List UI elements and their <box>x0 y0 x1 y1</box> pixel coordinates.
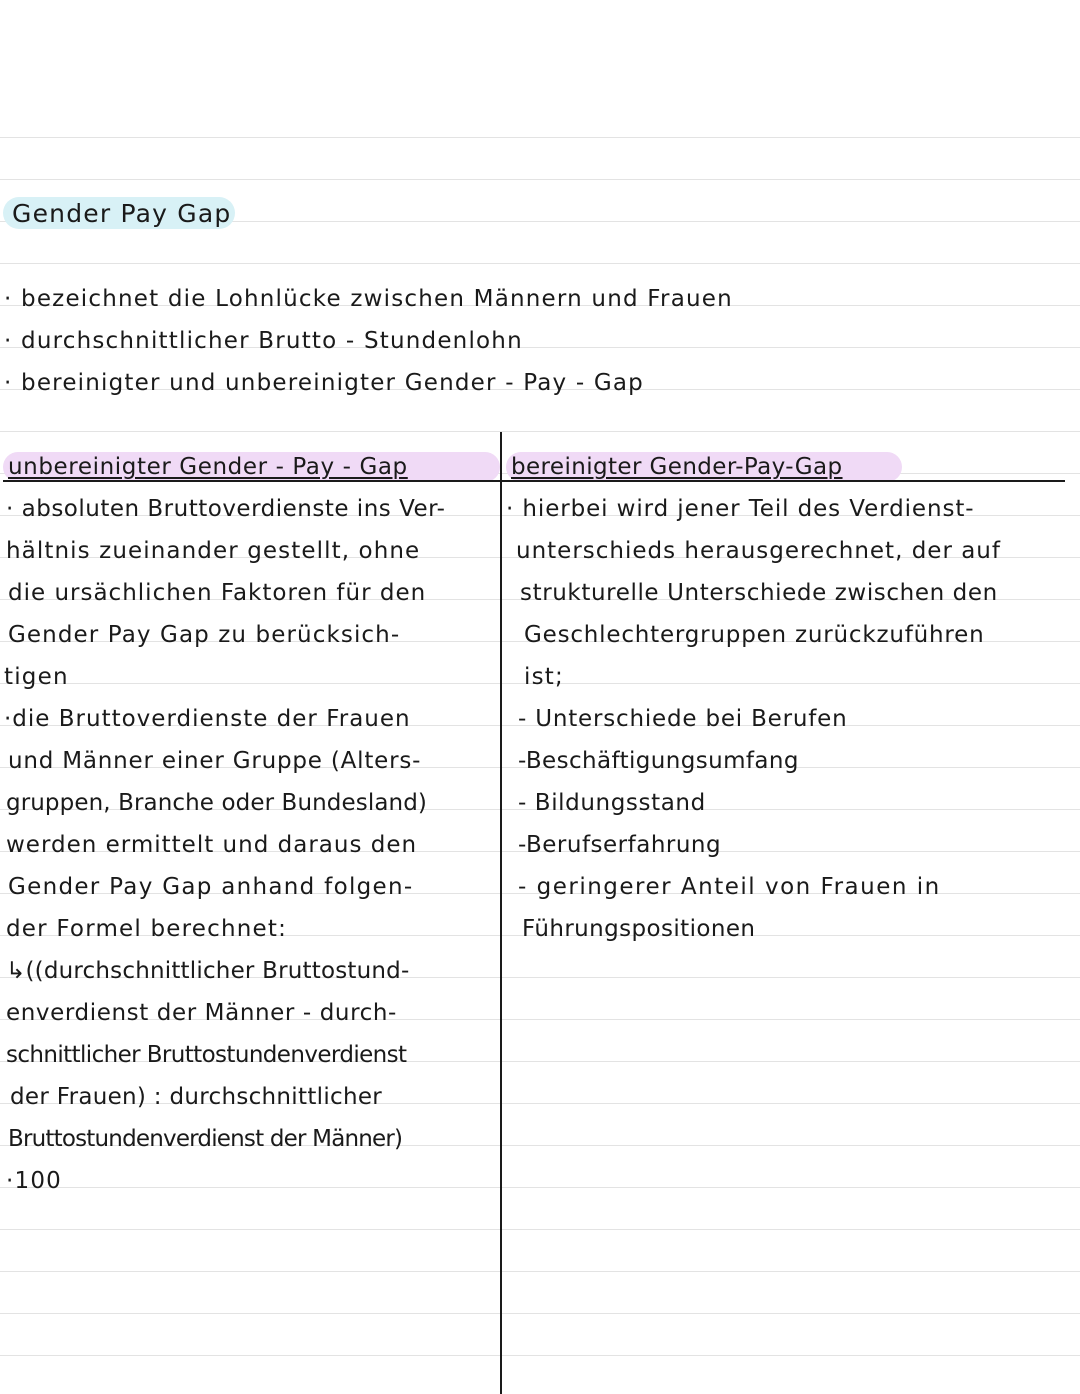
right-line: - geringerer Anteil von Frauen in <box>518 874 941 900</box>
right-line: -Beschäftigungsumfang <box>518 748 799 774</box>
left-line: tigen <box>4 664 69 690</box>
right-line: - Bildungsstand <box>518 790 706 816</box>
left-line: die ursächlichen Faktoren für den <box>8 580 427 606</box>
left-column-heading: unbereinigter Gender - Pay - Gap <box>8 454 408 480</box>
left-line: Gender Pay Gap zu berücksich- <box>8 622 401 648</box>
left-line: Gender Pay Gap anhand folgen- <box>8 874 414 900</box>
right-line: Geschlechtergruppen zurückzuführen <box>524 622 985 648</box>
right-line: strukturelle Unterschiede zwischen den <box>520 580 998 606</box>
table-horizontal-line <box>3 480 1065 482</box>
page-title: Gender Pay Gap <box>12 199 232 228</box>
right-line: -Berufserfahrung <box>518 832 722 858</box>
bullet-item: · durchschnittlicher Brutto - Stundenlohn <box>4 328 523 354</box>
left-line: ↳((durchschnittlicher Bruttostund- <box>6 958 410 984</box>
bullet-item: · bezeichnet die Lohnlücke zwischen Männern und Frauen <box>4 286 733 312</box>
left-line: werden ermittelt und daraus den <box>6 832 418 858</box>
left-line: gruppen, Branche oder Bundesland) <box>6 790 427 816</box>
left-line: ·die Bruttoverdienste der Frauen <box>4 706 411 732</box>
left-line: · absoluten Bruttoverdienste ins Ver- <box>6 496 446 522</box>
left-line: der Frauen) : durchschnittlicher <box>10 1084 383 1110</box>
right-line: unterschieds herausgerechnet, der auf <box>516 538 1001 564</box>
left-line: und Männer einer Gruppe (Alters- <box>8 748 422 774</box>
bullet-item: · bereinigter und unbereinigter Gender - Pay - Gap <box>4 370 644 396</box>
right-column-heading: bereinigter Gender-Pay-Gap <box>511 454 843 480</box>
right-line: - Unterschiede bei Berufen <box>518 706 848 732</box>
right-line: · hierbei wird jener Teil des Verdienst- <box>506 496 975 522</box>
table-vertical-line <box>500 432 502 1394</box>
left-line: schnittlicher Bruttostundenverdienst <box>6 1042 407 1068</box>
left-line: der Formel berechnet: <box>6 916 288 942</box>
left-line: Bruttostundenverdienst der Männer) <box>8 1126 403 1152</box>
right-line: Führungspositionen <box>522 916 756 942</box>
right-line: ist; <box>524 664 564 690</box>
left-line: enverdienst der Männer - durch- <box>6 1000 397 1026</box>
left-line: ·100 <box>6 1168 63 1194</box>
left-line: hältnis zueinander gestellt, ohne <box>6 538 421 564</box>
